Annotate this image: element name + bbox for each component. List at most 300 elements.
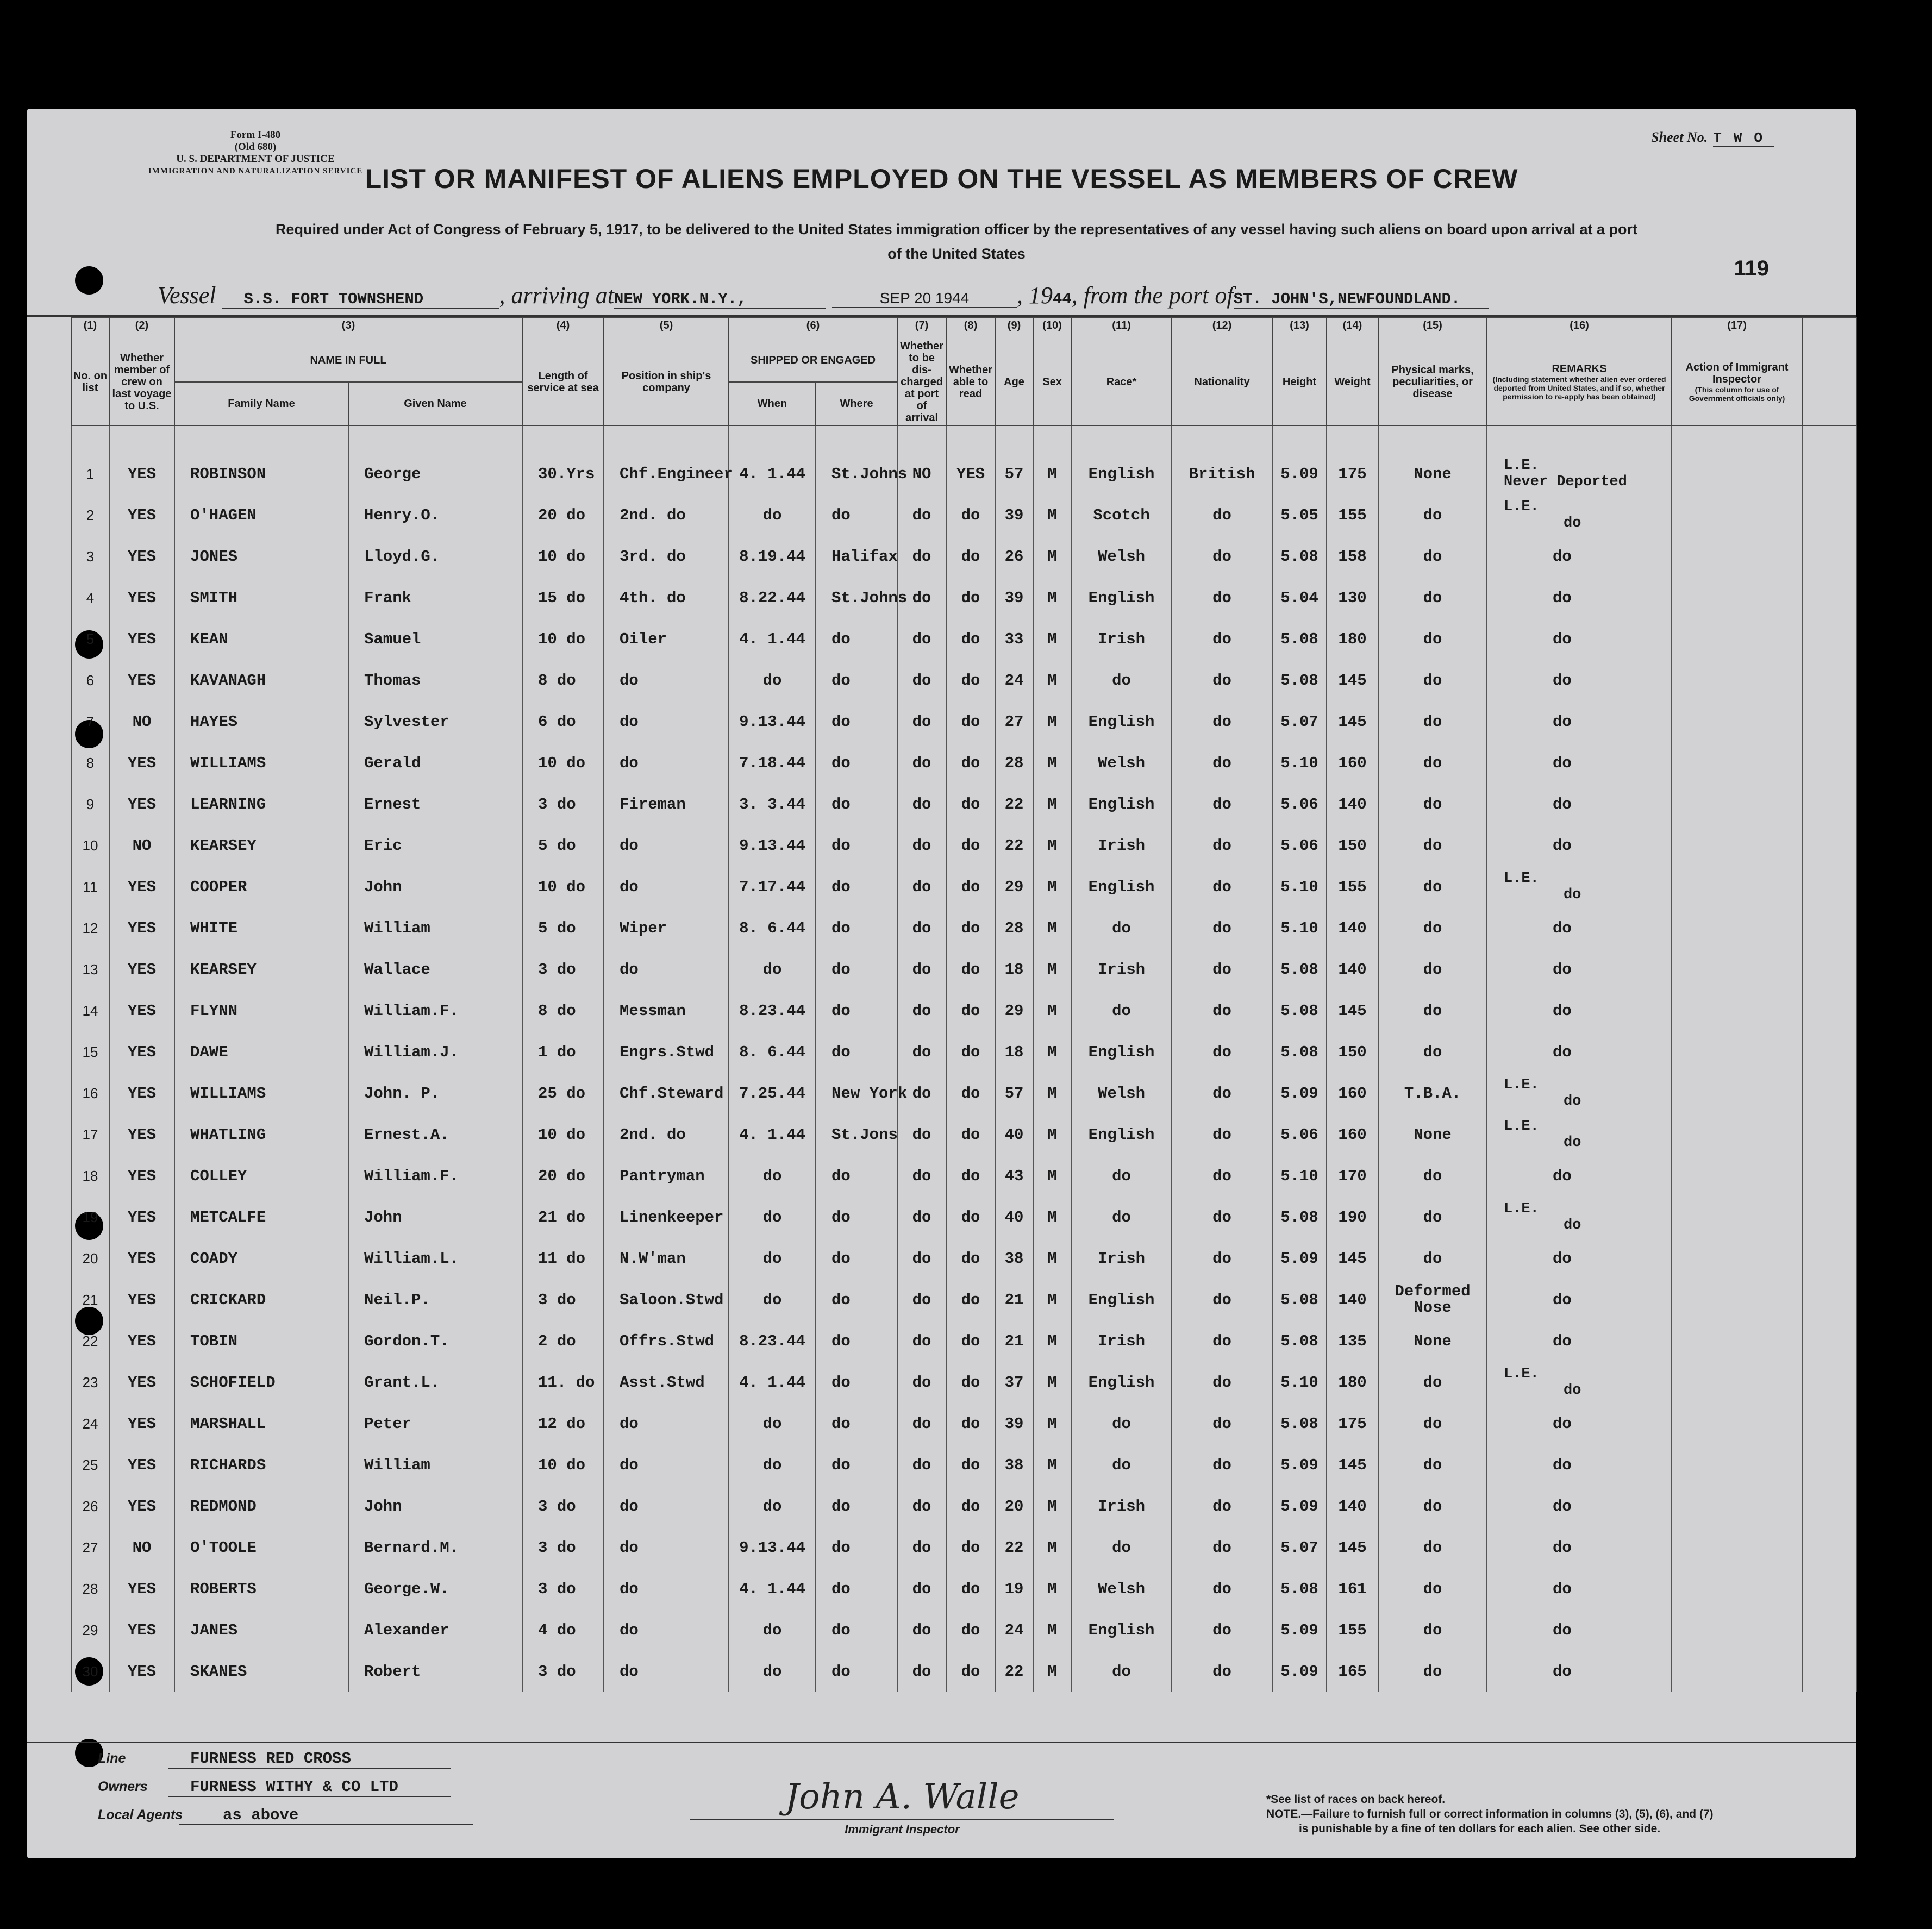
shipped-when-cell: 3. 3.44 — [729, 784, 816, 825]
race-cell: Irish — [1071, 618, 1172, 660]
table-row — [71, 1362, 1856, 1403]
able-to-read-cell: do — [946, 1609, 995, 1651]
sex-cell: M — [1033, 1403, 1071, 1444]
discharged-cell: do — [897, 1444, 946, 1486]
last-voyage-cell: YES — [109, 577, 174, 618]
shipped-when-cell: 4. 1.44 — [729, 1114, 816, 1155]
arrival-date-stamp: SEP 20 1944 — [832, 290, 1017, 308]
position-cell: Fireman — [604, 784, 729, 825]
family-name-cell: KEARSEY — [174, 949, 348, 990]
height-cell: 5.10 — [1272, 742, 1327, 784]
remarks-cell: do — [1487, 990, 1672, 1031]
race-cell: English — [1071, 453, 1172, 494]
weight-cell: 145 — [1327, 1444, 1378, 1486]
physical-marks-cell: do — [1378, 1362, 1487, 1403]
nationality-cell: do — [1172, 660, 1272, 701]
family-name-cell: TOBIN — [174, 1320, 348, 1362]
last-voyage-cell: YES — [109, 1568, 174, 1609]
sex-cell: M — [1033, 577, 1071, 618]
sheet-label: Sheet No. — [1651, 129, 1708, 145]
remarks-cell: do — [1487, 1486, 1672, 1527]
nationality-cell: do — [1172, 494, 1272, 536]
height-cell: 5.08 — [1272, 660, 1327, 701]
blank-cell — [1802, 618, 1856, 660]
weight-cell: 160 — [1327, 1114, 1378, 1155]
physical-marks-cell: do — [1378, 1238, 1487, 1279]
nationality-cell: do — [1172, 1444, 1272, 1486]
family-name-cell: SMITH — [174, 577, 348, 618]
row-number-cell: 13 — [71, 949, 109, 990]
form-old-number: (Old 680) — [234, 141, 277, 153]
last-voyage-cell: YES — [109, 494, 174, 536]
remarks-cell: do — [1487, 1320, 1672, 1362]
last-voyage-cell: YES — [109, 1238, 174, 1279]
height-cell: 5.10 — [1272, 907, 1327, 949]
age-cell: 18 — [995, 1031, 1033, 1073]
given-name-cell: William — [348, 907, 522, 949]
service-length-cell: 8 do — [522, 990, 604, 1031]
table-row — [71, 453, 1856, 494]
height-cell: 5.08 — [1272, 536, 1327, 577]
blank-cell — [1802, 494, 1856, 536]
given-name-cell: William.L. — [348, 1238, 522, 1279]
last-voyage-cell: YES — [109, 1444, 174, 1486]
sheet-value: TWO — [1713, 130, 1774, 146]
owners-label: Owners — [98, 1779, 148, 1794]
shipped-where-cell: do — [816, 1568, 897, 1609]
vessel-label: Vessel — [158, 282, 216, 309]
physical-marks-cell: do — [1378, 1609, 1487, 1651]
table-row — [71, 1444, 1856, 1486]
arrival-port: NEW YORK.N.Y., — [614, 290, 826, 309]
col-num-14: (14) — [1327, 318, 1378, 339]
table-row — [71, 1651, 1856, 1692]
inspector-action-cell — [1672, 990, 1802, 1031]
position-cell: Oiler — [604, 618, 729, 660]
given-name-cell: Grant.L. — [348, 1362, 522, 1403]
manifest-sheet — [27, 109, 1856, 1858]
inspector-action-cell — [1672, 1238, 1802, 1279]
shipped-where-cell: do — [816, 1444, 897, 1486]
remarks-cell: do — [1487, 536, 1672, 577]
weight-cell: 160 — [1327, 742, 1378, 784]
col-header-sex: Sex — [1033, 339, 1071, 425]
vessel-ownership — [98, 1750, 473, 1834]
inspector-action-cell — [1672, 1527, 1802, 1568]
physical-marks-cell: do — [1378, 1651, 1487, 1692]
table-row — [71, 536, 1856, 577]
height-cell: 5.09 — [1272, 453, 1327, 494]
col-header-position: Position in ship's company — [604, 339, 729, 425]
weight-cell: 180 — [1327, 1362, 1378, 1403]
sex-cell: M — [1033, 1114, 1071, 1155]
footer-notes — [1266, 1792, 1810, 1836]
shipped-where-cell: do — [816, 1362, 897, 1403]
race-cell: do — [1071, 1527, 1172, 1568]
shipped-when-cell: do — [729, 1155, 816, 1197]
able-to-read-cell: do — [946, 577, 995, 618]
remarks-cell — [1487, 494, 1672, 536]
table-row — [71, 825, 1856, 866]
shipped-when-cell: 9.13.44 — [729, 825, 816, 866]
shipped-where-cell: do — [816, 866, 897, 907]
height-cell: 5.10 — [1272, 1155, 1327, 1197]
race-cell: Irish — [1071, 1486, 1172, 1527]
height-cell: 5.09 — [1272, 1609, 1327, 1651]
able-to-read-cell: do — [946, 825, 995, 866]
nationality-cell: do — [1172, 1362, 1272, 1403]
remarks-cell: do — [1487, 784, 1672, 825]
height-cell: 5.08 — [1272, 1320, 1327, 1362]
height-cell: 5.08 — [1272, 1403, 1327, 1444]
last-voyage-cell: NO — [109, 1527, 174, 1568]
given-name-cell: William.J. — [348, 1031, 522, 1073]
remark-text: do — [1564, 1093, 1581, 1110]
nationality-cell: British — [1172, 453, 1272, 494]
remarks-note: (Including statement whether alien ever ordered deported from United States, and if so, whether permission to re-apply has been obtained) — [1492, 375, 1666, 401]
sex-cell: M — [1033, 825, 1071, 866]
blank-cell — [1802, 1114, 1856, 1155]
family-name-cell: RICHARDS — [174, 1444, 348, 1486]
table-row — [71, 1279, 1856, 1320]
physical-marks-cell: None — [1378, 453, 1487, 494]
service-length-cell: 5 do — [522, 907, 604, 949]
family-name-cell: WILLIAMS — [174, 742, 348, 784]
able-to-read-cell: do — [946, 1651, 995, 1692]
remarks-cell: do — [1487, 1031, 1672, 1073]
shipped-where-cell: do — [816, 949, 897, 990]
shipped-where-cell: do — [816, 1031, 897, 1073]
family-name-cell: LEARNING — [174, 784, 348, 825]
age-cell: 38 — [995, 1238, 1033, 1279]
inspector-action-cell — [1672, 618, 1802, 660]
given-name-cell: Sylvester — [348, 701, 522, 742]
weight-cell: 140 — [1327, 949, 1378, 990]
age-cell: 22 — [995, 1527, 1033, 1568]
shipped-when-cell: do — [729, 1197, 816, 1238]
col-header-family-name: Family Name — [174, 382, 348, 425]
position-cell: do — [604, 1651, 729, 1692]
table-row — [71, 1320, 1856, 1362]
col-header-height: Height — [1272, 339, 1327, 425]
physical-marks-cell: do — [1378, 949, 1487, 990]
able-to-read-cell: do — [946, 866, 995, 907]
race-cell: English — [1071, 1362, 1172, 1403]
position-cell: Chf.Steward — [604, 1073, 729, 1114]
discharged-cell: do — [897, 1403, 946, 1444]
col-header-marks: Physical marks, peculiarities, or disease — [1378, 339, 1487, 425]
family-name-cell: SCHOFIELD — [174, 1362, 348, 1403]
nationality-cell: do — [1172, 990, 1272, 1031]
race-cell: English — [1071, 1031, 1172, 1073]
age-cell: 38 — [995, 1444, 1033, 1486]
blank-cell — [1802, 453, 1856, 494]
sex-cell: M — [1033, 1444, 1071, 1486]
blank-cell — [1802, 1320, 1856, 1362]
blank-cell — [1802, 1155, 1856, 1197]
height-cell: 5.05 — [1272, 494, 1327, 536]
inspector-action-cell — [1672, 1444, 1802, 1486]
col-header-read: Whether able to read — [946, 339, 995, 425]
position-cell: Messman — [604, 990, 729, 1031]
shipped-when-cell: do — [729, 1444, 816, 1486]
discharged-cell: do — [897, 701, 946, 742]
age-cell: 40 — [995, 1114, 1033, 1155]
last-voyage-cell: YES — [109, 660, 174, 701]
remarks-cell: do — [1487, 949, 1672, 990]
shipped-where-cell: do — [816, 660, 897, 701]
shipped-where-cell: do — [816, 907, 897, 949]
physical-marks-cell: do — [1378, 1486, 1487, 1527]
last-voyage-cell: YES — [109, 1320, 174, 1362]
position-cell: Offrs.Stwd — [604, 1320, 729, 1362]
inspector-action-cell — [1672, 1114, 1802, 1155]
col-header-age: Age — [995, 339, 1033, 425]
remarks-cell — [1487, 866, 1672, 907]
able-to-read-cell: do — [946, 660, 995, 701]
weight-cell: 140 — [1327, 1279, 1378, 1320]
position-cell: do — [604, 660, 729, 701]
row-number-cell: 18 — [71, 1155, 109, 1197]
age-cell: 21 — [995, 1320, 1033, 1362]
agents-label: Local Agents — [98, 1807, 183, 1822]
year-prefix: , 19 — [1016, 282, 1053, 309]
physical-marks-cell: do — [1378, 907, 1487, 949]
le-mark: L.E. — [1504, 458, 1539, 474]
last-voyage-cell: YES — [109, 453, 174, 494]
inspector-action-cell — [1672, 577, 1802, 618]
family-name-cell: KEARSEY — [174, 825, 348, 866]
blank-cell — [1802, 1197, 1856, 1238]
blank-cell — [1802, 1238, 1856, 1279]
height-cell: 5.08 — [1272, 1031, 1327, 1073]
position-cell: do — [604, 701, 729, 742]
given-name-cell: Thomas — [348, 660, 522, 701]
row-number-cell: 28 — [71, 1568, 109, 1609]
blank-cell — [1802, 990, 1856, 1031]
col-header-where: Where — [816, 382, 897, 425]
inspector-signature: John A. Walle — [690, 1777, 1114, 1820]
able-to-read-cell: do — [946, 1073, 995, 1114]
given-name-cell: Eric — [348, 825, 522, 866]
remarks-title: REMARKS — [1552, 363, 1607, 375]
last-voyage-cell: YES — [109, 907, 174, 949]
remarks-cell: do — [1487, 618, 1672, 660]
weight-cell: 150 — [1327, 825, 1378, 866]
discharged-cell: do — [897, 784, 946, 825]
col-num-15: (15) — [1378, 318, 1487, 339]
age-cell: 24 — [995, 660, 1033, 701]
age-cell: 26 — [995, 536, 1033, 577]
service-length-cell: 21 do — [522, 1197, 604, 1238]
position-cell: 2nd. do — [604, 1114, 729, 1155]
owners-row — [98, 1778, 473, 1806]
weight-cell: 160 — [1327, 1073, 1378, 1114]
inspector-action-cell — [1672, 660, 1802, 701]
remark-text: do — [1564, 515, 1581, 531]
inspector-caption: Immigrant Inspector — [845, 1822, 960, 1836]
family-name-cell: KAVANAGH — [174, 660, 348, 701]
sex-cell: M — [1033, 1197, 1071, 1238]
shipped-when-cell: 7.17.44 — [729, 866, 816, 907]
position-cell: do — [604, 949, 729, 990]
row-number-cell: 8 — [71, 742, 109, 784]
remarks-cell: do — [1487, 742, 1672, 784]
able-to-read-cell: do — [946, 784, 995, 825]
table-row — [71, 990, 1856, 1031]
table-row — [71, 1031, 1856, 1073]
able-to-read-cell: do — [946, 1403, 995, 1444]
age-cell: 24 — [995, 1609, 1033, 1651]
age-cell: 43 — [995, 1155, 1033, 1197]
weight-cell: 175 — [1327, 1403, 1378, 1444]
position-cell: do — [604, 1486, 729, 1527]
height-cell: 5.07 — [1272, 701, 1327, 742]
col-num-blank — [1802, 318, 1856, 339]
weight-cell: 150 — [1327, 1031, 1378, 1073]
row-number-cell: 14 — [71, 990, 109, 1031]
page-subtitle — [168, 217, 1745, 266]
table-row — [71, 1114, 1856, 1155]
table-row — [71, 1197, 1856, 1238]
inspector-action-cell — [1672, 1609, 1802, 1651]
last-voyage-cell: YES — [109, 1073, 174, 1114]
shipped-when-cell: 8.22.44 — [729, 577, 816, 618]
height-cell: 5.08 — [1272, 949, 1327, 990]
sex-cell: M — [1033, 1609, 1071, 1651]
col-header-remarks — [1487, 339, 1672, 425]
nationality-cell: do — [1172, 1403, 1272, 1444]
table-row — [71, 866, 1856, 907]
discharged-cell: do — [897, 1031, 946, 1073]
race-cell: Irish — [1071, 825, 1172, 866]
blank-cell — [1802, 866, 1856, 907]
line-row — [98, 1750, 473, 1778]
penalty-note-1: NOTE.—Failure to furnish full or correct information in columns (3), (5), (6), and (7) — [1266, 1808, 1714, 1820]
blank-cell — [1802, 1031, 1856, 1073]
race-cell: Welsh — [1071, 1568, 1172, 1609]
remarks-cell: do — [1487, 1403, 1672, 1444]
last-voyage-cell: YES — [109, 1403, 174, 1444]
sex-cell: M — [1033, 1031, 1071, 1073]
position-cell: do — [604, 1444, 729, 1486]
last-voyage-cell: YES — [109, 1197, 174, 1238]
family-name-cell: FLYNN — [174, 990, 348, 1031]
service-length-cell: 12 do — [522, 1403, 604, 1444]
page-number: 119 — [1734, 256, 1769, 280]
inspector-action-cell — [1672, 1320, 1802, 1362]
weight-cell: 155 — [1327, 866, 1378, 907]
height-cell: 5.10 — [1272, 1362, 1327, 1403]
remarks-cell: do — [1487, 1527, 1672, 1568]
shipped-when-cell: 8.23.44 — [729, 1320, 816, 1362]
family-name-cell: JONES — [174, 536, 348, 577]
remarks-cell: do — [1487, 1238, 1672, 1279]
height-cell: 5.09 — [1272, 1073, 1327, 1114]
row-number-cell: 12 — [71, 907, 109, 949]
nationality-cell: do — [1172, 825, 1272, 866]
le-mark: L.E. — [1504, 1366, 1539, 1382]
service-length-cell: 3 do — [522, 1651, 604, 1692]
nationality-cell: do — [1172, 1320, 1272, 1362]
last-voyage-cell: YES — [109, 949, 174, 990]
row-number-cell: 2 — [71, 494, 109, 536]
service-length-cell: 10 do — [522, 1114, 604, 1155]
height-cell: 5.08 — [1272, 990, 1327, 1031]
able-to-read-cell: do — [946, 1279, 995, 1320]
table-row — [71, 494, 1856, 536]
physical-marks-cell: do — [1378, 701, 1487, 742]
service-length-cell: 5 do — [522, 825, 604, 866]
physical-marks-cell: do — [1378, 1444, 1487, 1486]
race-cell: Welsh — [1071, 1073, 1172, 1114]
last-voyage-cell: YES — [109, 866, 174, 907]
table-row — [71, 1155, 1856, 1197]
row-number-cell: 26 — [71, 1486, 109, 1527]
blank-cell — [1802, 1527, 1856, 1568]
inspector-action-cell — [1672, 784, 1802, 825]
inspector-action-cell — [1672, 701, 1802, 742]
race-cell: English — [1071, 1279, 1172, 1320]
weight-cell: 140 — [1327, 907, 1378, 949]
service-length-cell: 10 do — [522, 866, 604, 907]
inspector-action-cell — [1672, 536, 1802, 577]
inspector-action-cell — [1672, 1568, 1802, 1609]
shipped-when-cell: 8.23.44 — [729, 990, 816, 1031]
family-name-cell: SKANES — [174, 1651, 348, 1692]
sex-cell: M — [1033, 1486, 1071, 1527]
inspector-note: (This column for use of Government officials only) — [1689, 385, 1785, 403]
race-cell: English — [1071, 784, 1172, 825]
col-header-name: NAME IN FULL — [174, 339, 522, 382]
family-name-cell: COLLEY — [174, 1155, 348, 1197]
able-to-read-cell: do — [946, 701, 995, 742]
position-cell: do — [604, 1609, 729, 1651]
row-number-cell: 23 — [71, 1362, 109, 1403]
discharged-cell: do — [897, 866, 946, 907]
shipped-when-cell: do — [729, 1238, 816, 1279]
family-name-cell: REDMOND — [174, 1486, 348, 1527]
position-cell: do — [604, 742, 729, 784]
last-voyage-cell: YES — [109, 1031, 174, 1073]
given-name-cell: Henry.O. — [348, 494, 522, 536]
family-name-cell: O'HAGEN — [174, 494, 348, 536]
year-value: 44 — [1052, 290, 1072, 308]
last-voyage-cell: NO — [109, 825, 174, 866]
nationality-cell: do — [1172, 1568, 1272, 1609]
weight-cell: 145 — [1327, 660, 1378, 701]
physical-marks-cell: do — [1378, 1197, 1487, 1238]
sex-cell: M — [1033, 453, 1071, 494]
service-length-cell: 10 do — [522, 536, 604, 577]
sex-cell: M — [1033, 618, 1071, 660]
age-cell: 18 — [995, 949, 1033, 990]
shipped-where-cell: do — [816, 1651, 897, 1692]
able-to-read-cell: do — [946, 1568, 995, 1609]
shipped-where-cell: do — [816, 701, 897, 742]
form-number: Form I-480 — [230, 129, 281, 141]
subtitle-line-2: of the United States — [887, 246, 1026, 262]
row-number-cell: 27 — [71, 1527, 109, 1568]
weight-cell: 175 — [1327, 453, 1378, 494]
service-length-cell: 10 do — [522, 1444, 604, 1486]
inspector-action-cell — [1672, 1362, 1802, 1403]
blank-cell — [1802, 701, 1856, 742]
column-header-row — [71, 339, 1856, 382]
nationality-cell: do — [1172, 618, 1272, 660]
discharged-cell: do — [897, 1568, 946, 1609]
remarks-cell: do — [1487, 907, 1672, 949]
